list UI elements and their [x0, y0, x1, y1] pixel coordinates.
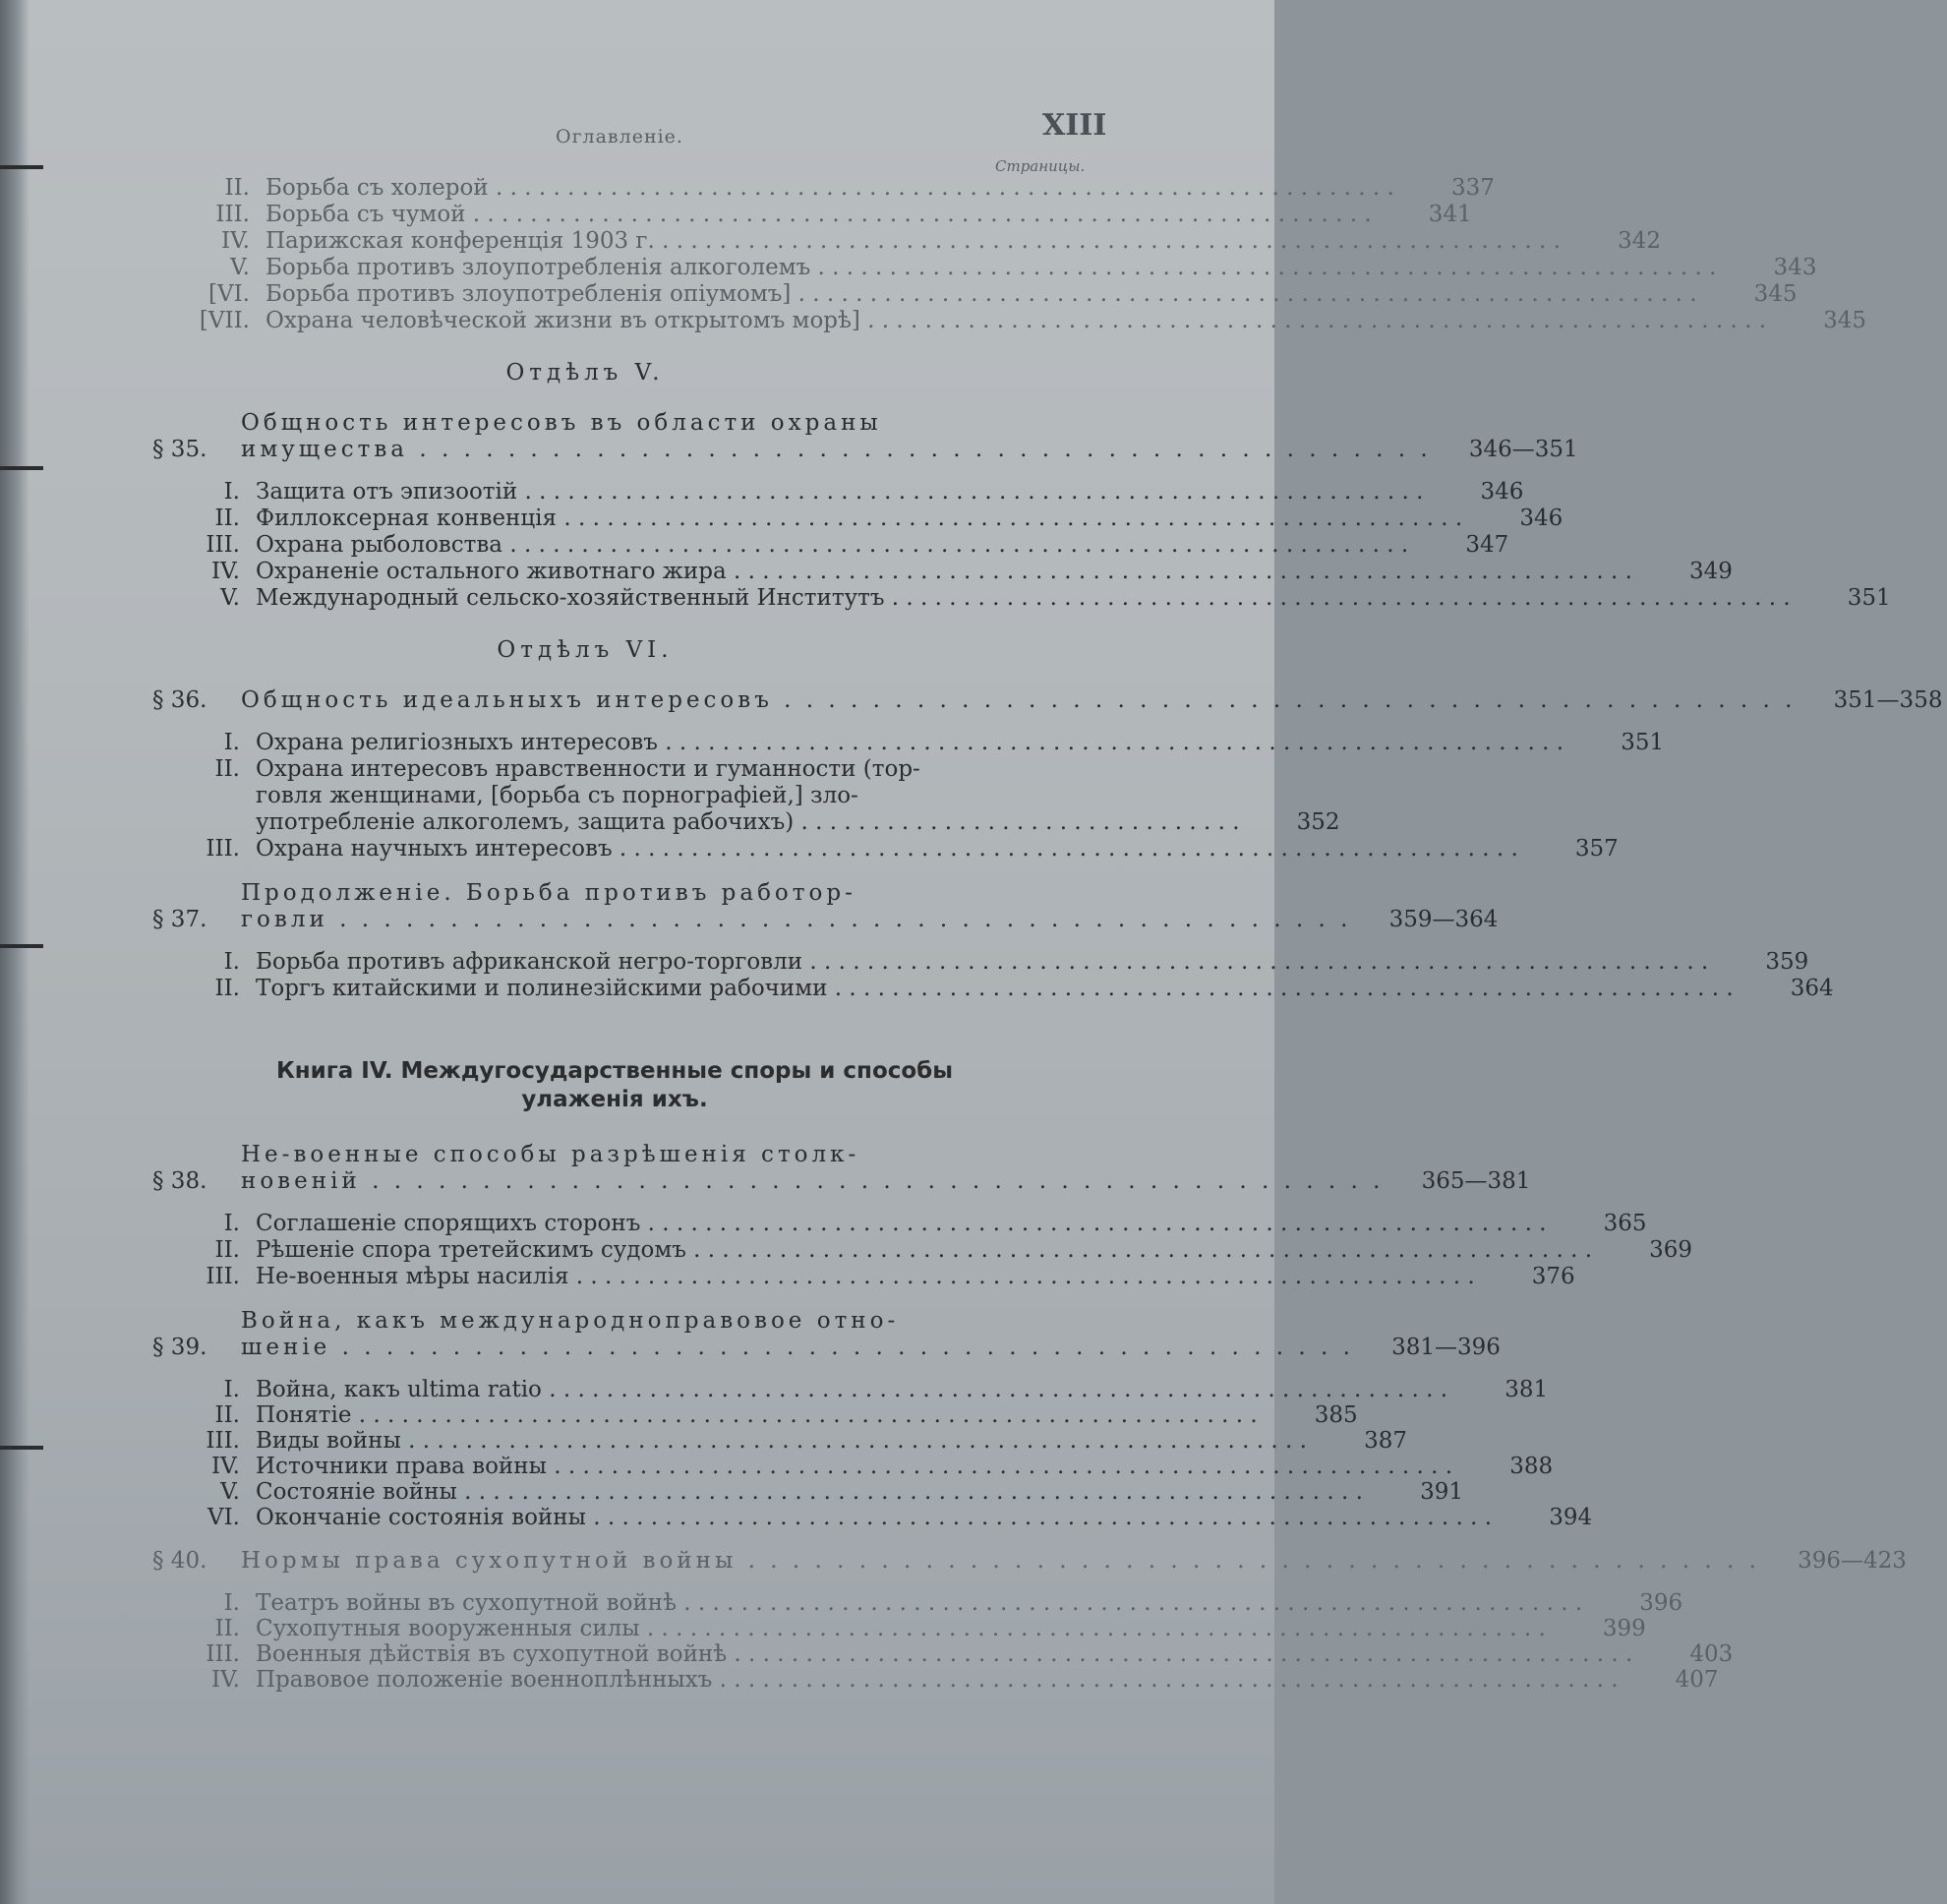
section-entry: § 36. Общность идеальныхъ интересовъ . . . 351—358 — [148, 687, 1131, 714]
top-items — [148, 175, 1867, 334]
list-item: III. Военныя дѣйствія въ сухопутной войнѣ . . . 403 — [148, 1641, 1131, 1667]
list-item: VI. Окончаніе состоянія войны . . . 394 — [148, 1505, 1131, 1530]
list-item: III. Охрана рыболовства . . . 347 — [148, 532, 1131, 559]
subsection-list — [148, 1211, 1693, 1290]
subsection-list — [148, 730, 1665, 863]
list-item: III. Виды войны . . . 387 — [148, 1428, 1131, 1454]
list-item: I. Театръ войны въ сухопутной войнѣ . . . 396 — [148, 1590, 1131, 1616]
list-item: III. Охрана научныхъ интересовъ . . . 357 — [148, 836, 1131, 863]
list-item: IV. Правовое положеніе военноплѣнныхъ . . . 407 — [148, 1667, 1131, 1693]
subsection-list — [148, 1377, 1593, 1530]
list-item: I. Борьба противъ африканской негро-торговли . . . 359 — [148, 949, 1131, 976]
list-item: II. Понятіе . . . 385 — [148, 1402, 1131, 1428]
page-title: Оглавленіе. — [556, 126, 683, 148]
section-entry: § 35. Общность интересовъ въ области охраны имущества . . . 346—351 — [148, 410, 1131, 463]
page-header — [148, 108, 1131, 153]
section-entry: § 38. Не-военные способы разрѣшенія столк- новеній . . . 365—381 — [148, 1142, 1131, 1195]
list-item: IV. Охраненіе остального животнаго жира . . . 349 — [148, 559, 1131, 585]
list-item: III. Борьба съ чумой . . . 341 — [157, 202, 1131, 228]
binding-thread — [0, 944, 43, 948]
subsection-list — [148, 949, 1834, 1002]
list-item: [VII. Охрана человѣческой жизни въ открытомъ морѣ] . . . 345 — [157, 308, 1131, 334]
list-item: II. Торгъ китайскими и полинезійскими рабочими . . . 364 — [148, 976, 1131, 1002]
binding-gutter — [0, 0, 30, 1904]
binding-thread — [0, 1446, 43, 1450]
list-item: I. Соглашеніе спорящихъ сторонъ . . . 365 — [148, 1211, 1131, 1237]
list-item: V. Международный сельско-хозяйственный Институтъ . . . 351 — [148, 585, 1131, 612]
binding-thread — [0, 165, 43, 169]
page-number: XIII — [1042, 108, 1107, 143]
list-item: IV. Парижская конференція 1903 г. . . . 342 — [157, 228, 1131, 255]
list-item: II. Сухопутныя вооруженныя силы . . . 399 — [148, 1616, 1131, 1641]
list-item: III. Не-военныя мѣры насилія . . . 376 — [148, 1264, 1131, 1290]
list-item: II. Борьба съ холерой . . . 337 — [157, 175, 1131, 202]
table-of-contents — [148, 108, 1943, 1710]
section-heading: Отдѣлъ VI. — [497, 637, 674, 663]
list-item: I. Война, какъ ultima ratio . . . 381 — [148, 1377, 1131, 1402]
section-entry: § 40. Нормы права сухопутной войны . . . 396—423 — [148, 1548, 1131, 1575]
list-item: [VI. Борьба противъ злоупотребленія опіумомъ] . . . 345 — [157, 281, 1131, 308]
list-item: II. Охрана интересовъ нравственности и гуманности (тор- говля женщинами, [борьба съ порнографіей,] зло- употребленіе алкоголемъ, защита рабочихъ) . . . 352 — [148, 756, 1131, 836]
list-item: I. Охрана религіозныхъ интересовъ . . . 351 — [148, 730, 1131, 756]
list-item: I. Защита отъ эпизоотій . . . 346 — [148, 479, 1131, 506]
list-item: IV. Источники права войны . . . 388 — [148, 1454, 1131, 1479]
book-heading: Книга IV. Междугосударственные споры и способы улаженія ихъ. — [275, 1058, 954, 1112]
section-heading: Отдѣлъ V. — [505, 360, 665, 386]
faded-section — [148, 1548, 1907, 1693]
subsection-list — [148, 1590, 1734, 1693]
list-item: II. Филлоксерная конвенція . . . 346 — [148, 506, 1131, 532]
column-header — [148, 153, 1131, 175]
subsection-list — [148, 479, 1891, 612]
list-item: V. Борьба противъ злоупотребленія алкоголемъ . . . 343 — [157, 255, 1131, 281]
pages-column-label: Страницы. — [995, 157, 1086, 175]
list-item: V. Состояніе войны . . . 391 — [148, 1479, 1131, 1505]
section-entry: § 39. Война, какъ международноправовое отно- шеніе . . . 381—396 — [148, 1308, 1131, 1361]
list-item: II. Рѣшеніе спора третейскимъ судомъ . . . 369 — [148, 1237, 1131, 1264]
binding-thread — [0, 466, 43, 470]
section-entry: § 37. Продолженіе. Борьба противъ работор- говли . . . 359—364 — [148, 880, 1131, 933]
